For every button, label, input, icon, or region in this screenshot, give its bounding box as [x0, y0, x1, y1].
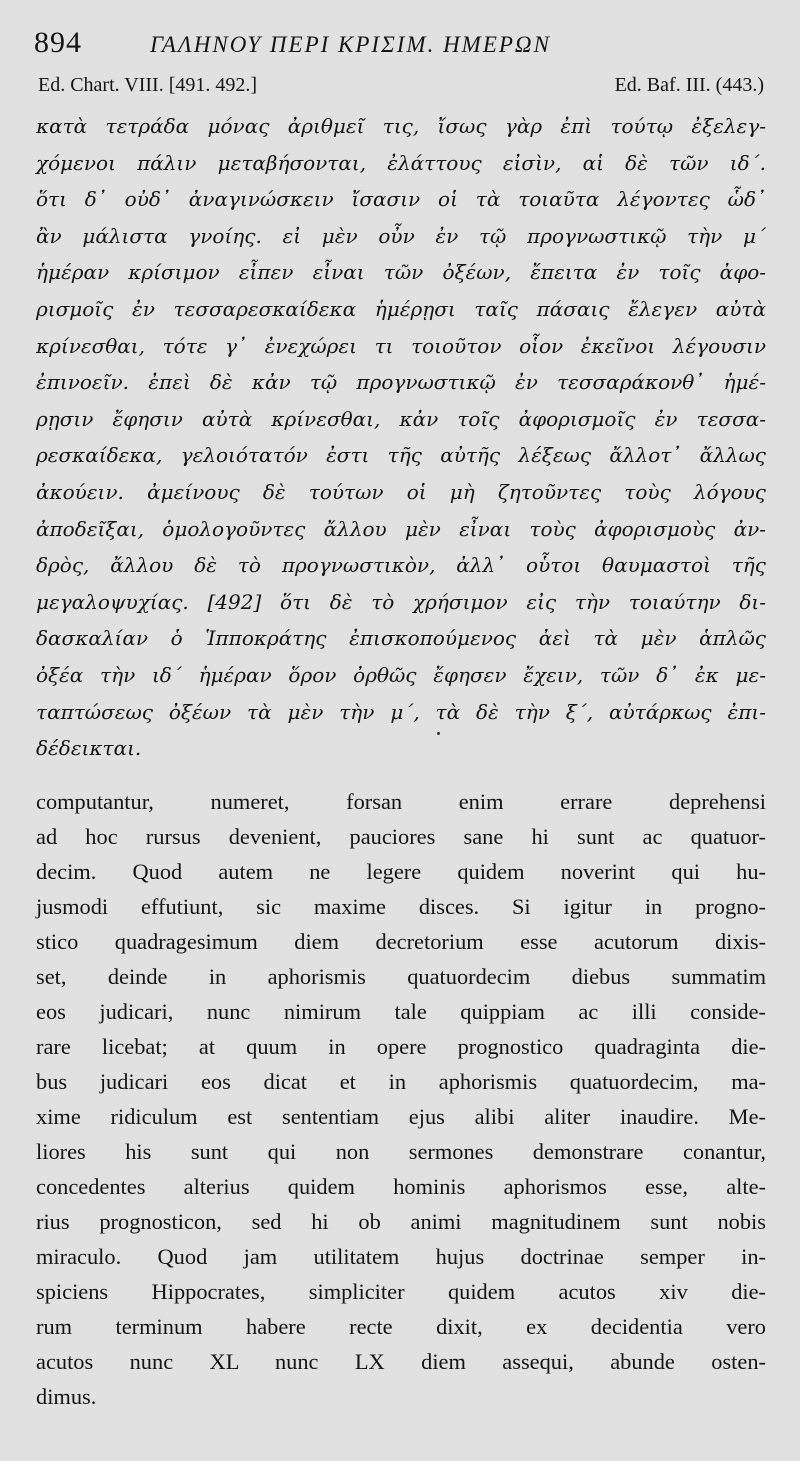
greek-line: κρίνεσθαι, τότε γ᾽ ἐνεχώρει τι τοιοῦτον οἷον ἐκεῖνοι λέγουσιν: [36, 333, 766, 358]
greek-line: ἂν μάλιστα γνοίης. εἰ μὲν οὖν ἐν τῷ προγνωστικῷ τὴν μ΄: [36, 223, 766, 248]
latin-line: xime ridiculum est sententiam ejus alibi aliter inaudire. Me-: [36, 1104, 766, 1129]
latin-line: stico quadragesimum diem decretorium esse acutorum dixis-: [36, 929, 766, 954]
greek-line: ἐπινοεῖν. ἐπεὶ δὲ κἀν τῷ προγνωστικῷ ἐν τεσσαράκονθ᾽ ἡμέ-: [36, 370, 766, 395]
greek-line: κατὰ τετράδα μόνας ἀριθμεῖ τις, ἴσως γὰρ ἐπὶ τούτῳ ἐξελεγ-: [36, 114, 766, 138]
running-title: ΓΑΛΗΝΟΥ ΠΕΡΙ ΚΡΙΣΙΜ. ΗΜΕΡΩΝ: [150, 32, 551, 57]
latin-line: liores his sunt qui non sermones demonstrare conantur,: [36, 1139, 766, 1164]
latin-line: rum terminum habere recte dixit, ex decidentia vero: [36, 1314, 766, 1339]
latin-line: decim. Quod autem ne legere quidem noverint qui hu-: [36, 859, 766, 884]
edition-reference-line: [38, 74, 764, 104]
latin-line: rare licebat; at quum in opere prognostico quadraginta die-: [36, 1034, 766, 1059]
greek-line: ρισμοῖς ἐν τεσσαρεσκαίδεκα ἡμέρῃσι ταῖς πάσαις ἔλεγεν αὐτὰ: [36, 296, 766, 321]
greek-line: ρῃσιν ἔφησιν αὐτὰ κρίνεσθαι, κἀν τοῖς ἀφορισμοῖς ἐν τεσσα-: [36, 406, 766, 431]
greek-line: μεγαλοψυχίας. [492] ὅτι δὲ τὸ χρήσιμον εἰς τὴν τοιαύτην δι-: [36, 589, 766, 614]
latin-line: computantur, numeret, forsan enim errare deprehensi: [36, 789, 766, 814]
latin-translation-block: [36, 784, 766, 1414]
greek-line: ὀξέα τὴν ιδ΄ ἡμέραν ὅρον ὀρθῶς ἔφησεν ἔχειν, τῶν δ᾽ ἐκ με-: [36, 662, 766, 687]
latin-line: miraculo. Quod jam utilitatem hujus doctrinae semper in-: [36, 1244, 766, 1269]
latin-line: spiciens Hippocrates, simpliciter quidem acutos xiv die-: [36, 1279, 766, 1304]
latin-line: eos judicari, nunc nimirum tale quippiam ac illi conside-: [36, 999, 766, 1024]
greek-text-block: [36, 108, 766, 767]
greek-line: δρὸς, ἄλλου δὲ τὸ προγνωστικὸν, ἀλλ᾽ οὗτοι θαυμαστοὶ τῆς: [36, 553, 766, 578]
latin-line: jusmodi effutiunt, sic maxime disces. Si igitur in progno-: [36, 894, 766, 919]
edition-reference-chartier: Ed. Chart. VIII. [491. 492.]: [38, 74, 258, 96]
greek-line: δέδεικται.: [36, 736, 142, 761]
latin-line: acutos nunc XL nunc LX diem assequi, abunde osten-: [36, 1349, 766, 1374]
greek-line: δασκαλίαν ὁ Ἱπποκράτης ἐπισκοπούμενος ἀεὶ τὰ μὲν ἁπλῶς: [36, 626, 766, 651]
greek-line: ταπτώσεως ὀξέων τὰ μὲν τὴν μ΄, τὰ δὲ τὴν ξ΄, αὐτάρκως ἐπι-: [36, 699, 766, 724]
latin-line: bus judicari eos dicat et in aphorismis quatuordecim, ma-: [36, 1069, 766, 1094]
latin-line: set, deinde in aphorismis quatuordecim diebus summatim: [36, 964, 766, 989]
latin-line: concedentes alterius quidem hominis aphorismos esse, alte-: [36, 1174, 766, 1199]
latin-line: rius prognosticon, sed hi ob animi magnitudinem sunt nobis: [36, 1209, 766, 1234]
latin-line: dimus.: [36, 1384, 97, 1409]
greek-line: ἡμέραν κρίσιμον εἶπεν εἶναι τῶν ὀξέων, ἔπειτα ἐν τοῖς ἀφο-: [36, 260, 766, 285]
print-speck: [437, 732, 440, 735]
page-number: 894: [34, 26, 82, 59]
edition-reference-basel: Ed. Baf. III. (443.): [614, 74, 764, 96]
greek-line: ρεσκαίδεκα, γελοιότατόν ἐστι τῆς αὐτῆς λέξεως ἄλλοτ᾽ ἄλλως: [36, 443, 766, 468]
greek-line: ὅτι δ᾽ οὐδ᾽ ἀναγινώσκειν ἴσασιν οἱ τὰ τοιαῦτα λέγοντες ὧδ᾽: [36, 187, 766, 212]
greek-line: ἀκούειν. ἀμείνους δὲ τούτων οἱ μὴ ζητοῦντες τοὺς λόγους: [36, 479, 766, 504]
greek-line: ἀποδεῖξαι, ὁμολογοῦντες ἄλλου μὲν εἶναι τοὺς ἀφορισμοὺς ἀν-: [36, 516, 766, 541]
greek-line: χόμενοι πάλιν μεταβήσονται, ἐλάττους εἰσὶν, αἱ δὲ τῶν ιδ΄.: [36, 150, 766, 175]
latin-line: ad hoc rursus devenient, pauciores sane hi sunt ac quatuor-: [36, 824, 766, 849]
